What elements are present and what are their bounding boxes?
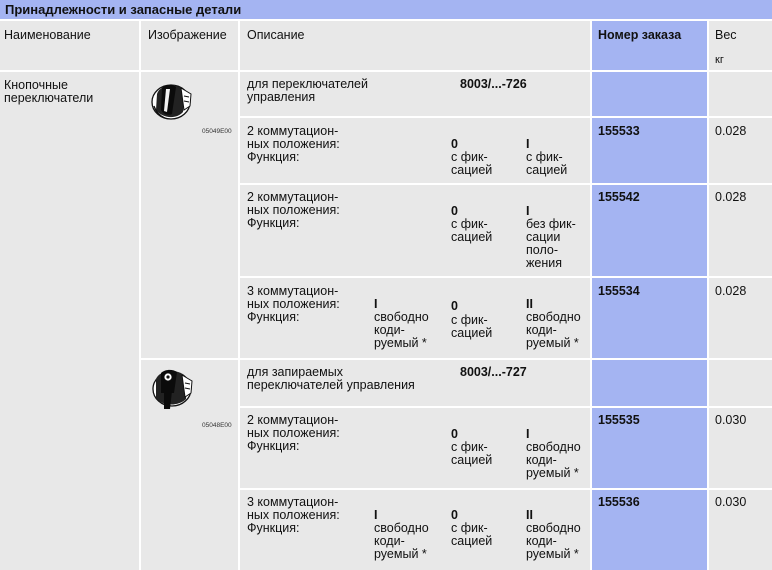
row-5-f2-line-2: сацией xyxy=(451,534,493,548)
row-3-f3-line-2: коди- xyxy=(526,323,557,337)
row-2-desc-line-3: Функция: xyxy=(247,216,300,230)
row-5-f1-line-2: коди- xyxy=(374,534,405,548)
row-3-weight: 0.028 xyxy=(715,284,747,298)
row-4-weight: 0.030 xyxy=(715,413,747,427)
header-description: Описание xyxy=(247,28,305,42)
row-5-weight: 0.030 xyxy=(715,495,747,509)
group-2-for-line-1: для запираемых xyxy=(247,365,343,379)
row-4-desc-line-2: ных положения: xyxy=(247,426,340,440)
image-code-1: 05049E00 xyxy=(202,128,232,135)
header-weight: Вес xyxy=(715,28,737,42)
group-2-for-line-2: переключателей управления xyxy=(247,378,415,392)
row-4-f2-line-1: с фик- xyxy=(451,440,488,454)
row-3-desc-line-1: 3 коммутацион- xyxy=(247,284,339,298)
header-image: Изображение xyxy=(148,28,227,42)
row-4-f3-line-3: руемый * xyxy=(526,466,579,480)
row-2-f3-line-3: поло- xyxy=(526,243,558,257)
product-name-cell xyxy=(0,72,139,570)
row-2-desc-line-2: ных положения: xyxy=(247,203,340,217)
row-3-desc-line-2: ных положения: xyxy=(247,297,340,311)
row-4-f2-line-2: сацией xyxy=(451,453,493,467)
row-1-desc-line-1: 2 коммутацион- xyxy=(247,124,339,138)
row-3-f2-line-2: сацией xyxy=(451,326,493,340)
row-2-desc-line-1: 2 коммутацион- xyxy=(247,190,339,204)
row-2-f2-line-2: сацией xyxy=(451,230,493,244)
row-1-desc-line-3: Функция: xyxy=(247,150,300,164)
row-1-desc-line-2: ных положения: xyxy=(247,137,340,151)
row-3-f1-line-1: свободно xyxy=(374,310,429,324)
row-1-f3-line-1: с фик- xyxy=(526,150,563,164)
row-3-order-number: 155534 xyxy=(598,284,640,298)
row-2-order-number: 155542 xyxy=(598,190,640,204)
product-name-line-2: переключатели xyxy=(4,91,94,105)
row-2-f3-line-2: сации xyxy=(526,230,561,244)
row-1-f2-line-2: сацией xyxy=(451,163,493,177)
row-3-f3-line-1: свободно xyxy=(526,310,581,324)
row-3-f1-sym: I xyxy=(374,297,378,311)
group-1-header-order xyxy=(592,72,707,116)
group-1-for-line-1: для переключателей xyxy=(247,77,368,91)
row-5-desc-line-3: Функция: xyxy=(247,521,300,535)
image-code-2: 05048E00 xyxy=(202,422,232,429)
row-3-desc-line-3: Функция: xyxy=(247,310,300,324)
row-1-f2-line-1: с фик- xyxy=(451,150,488,164)
group-1-for-line-2: управления xyxy=(247,90,316,104)
row-3-f2-sym: 0 xyxy=(451,299,458,313)
row-2-f2-line-1: с фик- xyxy=(451,217,488,231)
row-5-order-number: 155536 xyxy=(598,495,640,509)
row-5-f1-sym: I xyxy=(374,508,378,522)
header-name: Наименование xyxy=(4,28,91,42)
selector-switch-image xyxy=(148,76,196,124)
row-4-desc-line-1: 2 коммутацион- xyxy=(247,413,339,427)
row-3-f3-line-3: руемый * xyxy=(526,336,579,350)
header-order: Номер заказа xyxy=(598,28,682,42)
row-5-f3-sym: II xyxy=(526,508,533,522)
row-5-f3-line-2: коди- xyxy=(526,534,557,548)
row-1-weight: 0.028 xyxy=(715,124,747,138)
row-5-f3-line-1: свободно xyxy=(526,521,581,535)
row-5-desc-line-1: 3 коммутацион- xyxy=(247,495,339,509)
row-5-f2-sym: 0 xyxy=(451,508,458,522)
row-1-order-number: 155533 xyxy=(598,124,640,138)
group-2-type-code: 8003/...-727 xyxy=(460,365,527,379)
page-title: Принадлежности и запасные детали xyxy=(0,0,772,19)
row-3-f1-line-2: коди- xyxy=(374,323,405,337)
group-2-header-weight xyxy=(709,360,772,406)
row-4-f3-line-2: коди- xyxy=(526,453,557,467)
group-1-header-weight xyxy=(709,72,772,116)
key-selector-switch-image xyxy=(148,363,196,413)
row-4-f3-sym: I xyxy=(526,427,530,441)
row-4-f2-sym: 0 xyxy=(451,427,458,441)
row-5-f3-line-3: руемый * xyxy=(526,547,579,561)
row-1-f3-sym: I xyxy=(526,137,530,151)
row-2-f3-sym: I xyxy=(526,204,530,218)
row-2-f3-line-1: без фик- xyxy=(526,217,576,231)
row-5-desc-line-2: ных положения: xyxy=(247,508,340,522)
row-4-f3-line-1: свободно xyxy=(526,440,581,454)
row-2-f3-line-4: жения xyxy=(526,256,562,270)
row-5-f2-line-1: с фик- xyxy=(451,521,488,535)
row-3-f1-line-3: руемый * xyxy=(374,336,427,350)
row-1-f3-line-2: сацией xyxy=(526,163,568,177)
row-5-f1-line-1: свободно xyxy=(374,521,429,535)
header-weight-unit: кг xyxy=(715,54,724,66)
row-2-weight: 0.028 xyxy=(715,190,747,204)
group-2-header-order xyxy=(592,360,707,406)
row-4-desc-line-3: Функция: xyxy=(247,439,300,453)
row-5-f1-line-3: руемый * xyxy=(374,547,427,561)
row-4-order-number: 155535 xyxy=(598,413,640,427)
group-1-type-code: 8003/...-726 xyxy=(460,77,527,91)
row-1-f2-sym: 0 xyxy=(451,137,458,151)
row-3-f2-line-1: с фик- xyxy=(451,313,488,327)
product-name-line-1: Кнопочные xyxy=(4,78,68,92)
row-3-f3-sym: II xyxy=(526,297,533,311)
row-2-f2-sym: 0 xyxy=(451,204,458,218)
